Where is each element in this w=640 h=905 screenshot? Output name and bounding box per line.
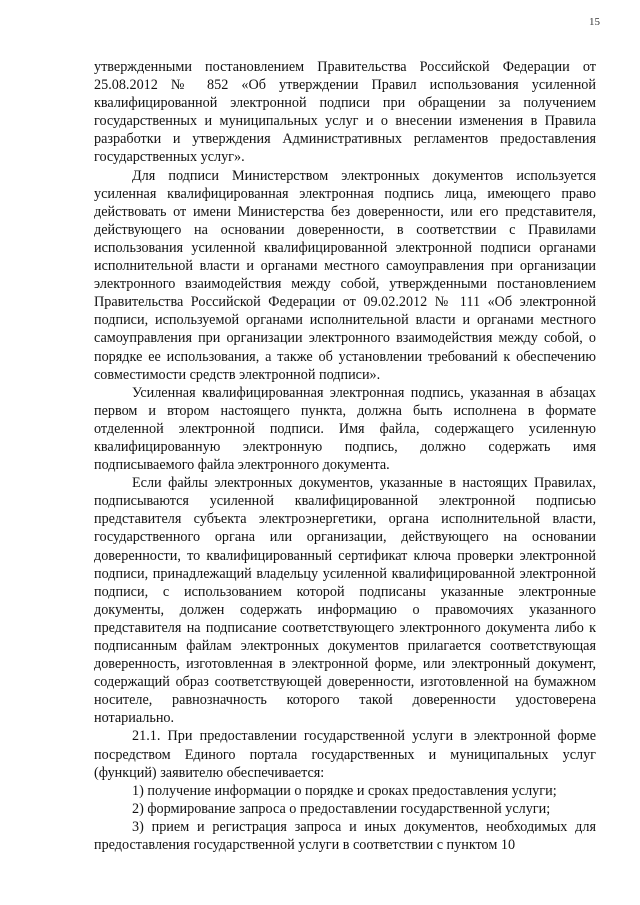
- list-item-3: 3) прием и регистрация запроса и иных документов, необходимых для предоставления государственной услуги в соответствии с пунктом 10: [94, 818, 596, 854]
- paragraph-ministry-signature: Для подписи Министерством электронных документов используется усиленная квалифицированная электронная подпись лица, имеющего право действовать от имени Министерства без доверенности, или его представителя, действующего на основании доверенности, в соответствии с Правилами использования усиленной квалифицированной электронной подписи органами исполнительной власти и органами местного самоуправления при организации электронного взаимодействия между собой, утвержденными постановлением Правительства Российской Федерации от 09.02.2012 № 111 «Об электронной подписи, используемой органами исполнительной власти и органами местного самоуправления при организации электронного взаимодействия между собой, о порядке ее использования, а также об установлении требований к обеспечению совместимости средств электронной подписи».: [94, 167, 596, 383]
- page-number: 15: [589, 16, 600, 28]
- paragraph-representative-signature: Если файлы электронных документов, указанные в настоящих Правилах, подписываются усиленной квалифицированной электронной подписью представителя субъекта электроэнергетики, органа исполнительной власти, государственного органа или организации, действующего на основании доверенности, то квалифицированный сертификат ключа проверки электронной подписи, принадлежащий владельцу усиленной квалифицированной электронной подписи, с использованием которой подписаны указанные электронные документы, должен содержать информацию о правомочиях указанного представителя на подписание соответствующего электронного документа либо к подписанным файлам электронных документов прилагается соответствующая доверенность, изготовленная в электронной форме, или электронный документ, содержащий образ соответствующей доверенности, изготовленной на бумажном носителе, равнозначность которого такой доверенности удостоверена нотариально.: [94, 475, 596, 727]
- paragraph-section-21-1: 21.1. При предоставлении государственной услуги в электронной форме посредством Единого портала государственных и муниципальных услуг (функций) заявителю обеспечивается:: [94, 728, 596, 781]
- list-item-2: 2) формирование запроса о предоставлении государственной услуги;: [132, 800, 551, 817]
- list-item-1: 1) получение информации о порядке и сроках предоставления услуги;: [132, 782, 557, 799]
- body-text: [94, 58, 596, 854]
- paragraph-detached-signature-format: Усиленная квалифицированная электронная подпись, указанная в абзацах первом и втором настоящего пункта, должна быть исполнена в формате отделенной электронной подписи. Имя файла, содержащего усиленную квалифицированную электронную подпись, должно содержать имя подписываемого файла электронного документа.: [94, 384, 596, 474]
- paragraph-decree-reference: утвержденными постановлением Правительства Российской Федерации от 25.08.2012 № 852 «Об утверждении Правил использования усиленной квалифицированной электронной подписи при обращении за получением государственных и муниципальных услуг и о внесении изменения в Правила разработки и утверждения Административных регламентов предоставления государственных услуг».: [94, 59, 596, 166]
